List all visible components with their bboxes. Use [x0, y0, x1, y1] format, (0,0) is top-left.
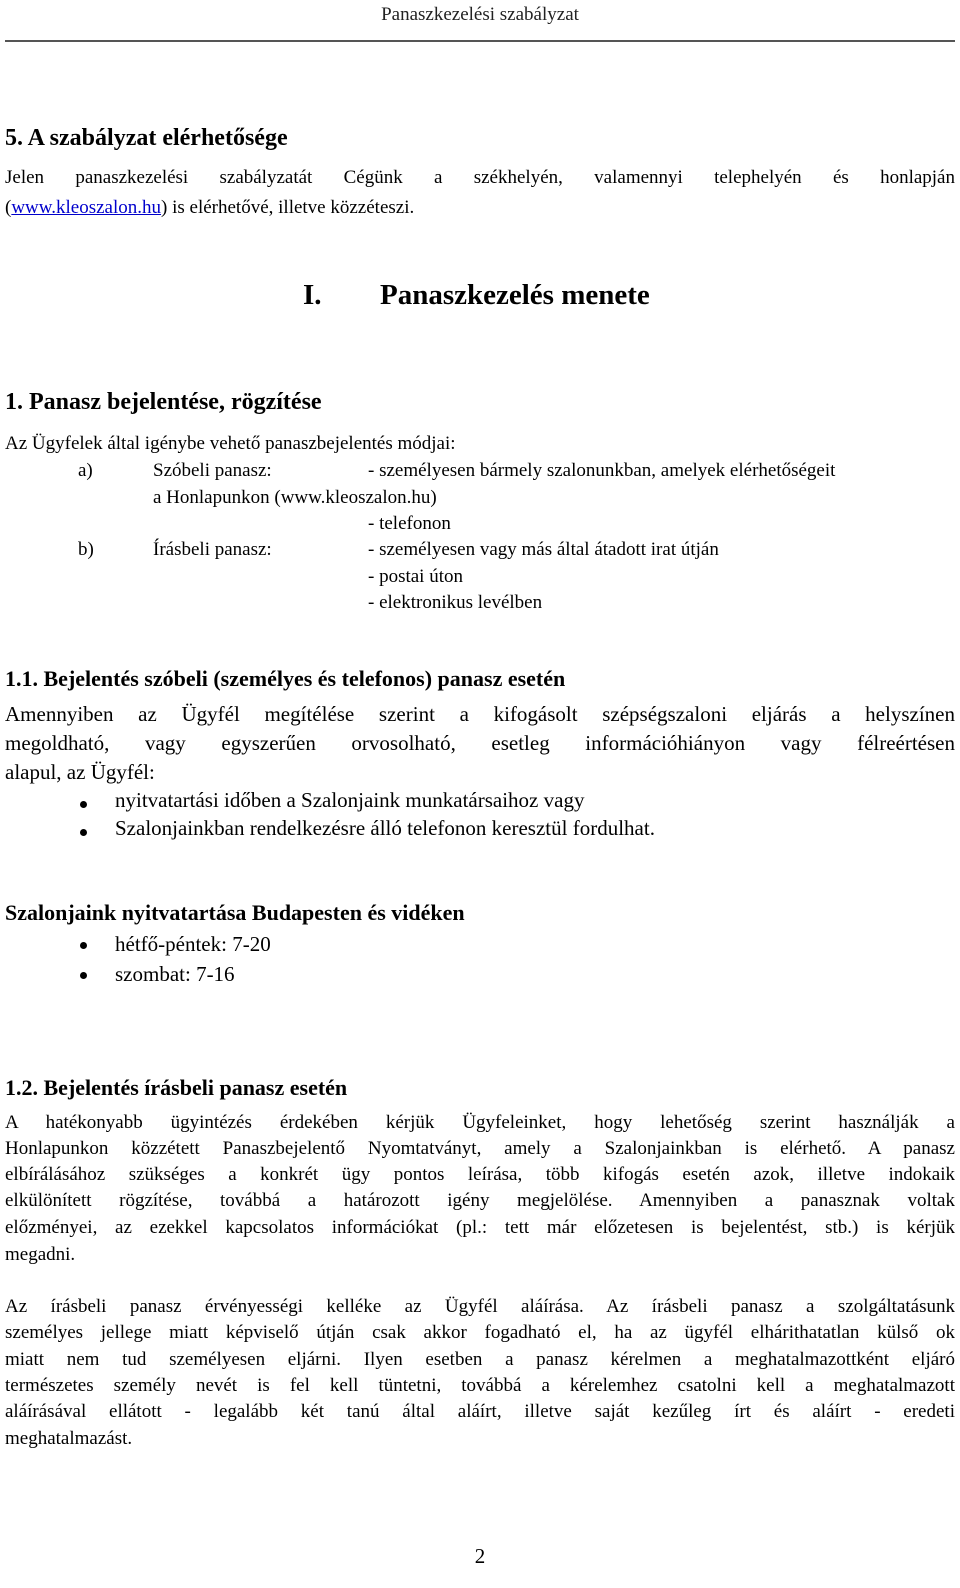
website-link[interactable]: www.kleoszalon.hu	[11, 197, 162, 218]
option-b-label: b)	[78, 539, 94, 560]
written-para-1-line-4: elkülönített rögzítése, továbbá a határozott igény megjelölése. Amennyiben a panasznak voltak	[5, 1190, 955, 1211]
contact-option-1: nyitvatartási időben a Szalonjaink munkatársaihoz vagy	[115, 788, 585, 812]
option-a-item-1-cont: a Honlapunkon (www.kleoszalon.hu)	[153, 487, 437, 508]
written-para-1-line-6: megadni.	[5, 1244, 76, 1265]
hours-weekday: hétfő-péntek: 7-20	[115, 932, 271, 956]
option-b-type: Írásbeli panasz:	[153, 539, 272, 560]
part-number: I.	[303, 279, 322, 311]
section-1-2-heading: 1.2. Bejelentés írásbeli panasz esetén	[5, 1075, 348, 1100]
written-para-2-line-4: természetes személy nevét is fel kell tüntetni, továbbá a kérelemhez csatolni kell a meghatalmazott	[5, 1375, 955, 1396]
option-b-item-2: - postai úton	[368, 566, 463, 587]
opening-hours-heading: Szalonjaink nyitvatartása Budapesten és vidéken	[5, 900, 465, 925]
running-header-title: Panaszkezelési szabályzat	[381, 4, 579, 25]
option-a-type: Szóbeli panasz:	[153, 460, 272, 481]
written-para-1-line-2: Honlapunkon közzétett Panaszbejelentő Nyomtatványt, amely a Szalonjainkban is elérhető. A panasz	[5, 1138, 955, 1159]
section-5-heading: 5. A szabályzat elérhetősége	[5, 125, 288, 151]
bullet-icon	[80, 972, 87, 979]
written-para-1-line-3: elbírálásához szükséges a konkrét ügy pontos leírása, több kifogás esetén azok, illetve indokaik	[5, 1164, 955, 1185]
section-1-1-heading: 1.1. Bejelentés szóbeli (személyes és telefonos) panasz esetén	[5, 666, 566, 691]
written-para-1-line-1: A hatékonyabb ügyintézés érdekében kérjük Ügyfeleinket, hogy lehetőség szerint használják a	[5, 1112, 955, 1133]
bullet-icon	[80, 829, 87, 836]
contact-option-2: Szalonjainkban rendelkezésre álló telefonon keresztül fordulhat.	[115, 816, 655, 840]
header-divider	[5, 40, 955, 42]
section-5-text-line-2	[5, 197, 414, 219]
hours-saturday: szombat: 7-16	[115, 962, 235, 986]
section-1-1-line-3: alapul, az Ügyfél:	[5, 760, 155, 784]
written-para-2-line-6: meghatalmazást.	[5, 1428, 133, 1449]
section-1-1-line-2: megoldható, vagy egyszerűen orvosolható, esetleg információhiányon vagy félreértésen	[5, 731, 955, 755]
page-number: 2	[474, 1544, 486, 1568]
option-a-label: a)	[78, 460, 93, 481]
written-para-2-line-3: miatt nem tud személyesen eljárni. Ilyen esetben a panasz kérelmen a meghatalmazottként eljáró	[5, 1349, 955, 1370]
part-title: Panaszkezelés menete	[380, 279, 650, 311]
option-a-item-1: - személyesen bármely szalonunkban, amelyek elérhetőségeit	[368, 460, 836, 481]
option-a-item-2: - telefonon	[368, 513, 451, 534]
section-1-1-line-1: Amennyiben az Ügyfél megítélése szerint a kifogásolt szépségszaloni eljárás a helyszínen	[5, 702, 955, 726]
option-b-item-3: - elektronikus levélben	[368, 592, 543, 613]
written-para-2-line-2: személyes jellege miatt képviselő útján csak akkor fogadható el, ha az ügyfél elhárithatatlan külső ok	[5, 1322, 955, 1343]
option-b-item-1: - személyesen vagy más által átadott irat útján	[368, 539, 719, 560]
paren-open: (	[5, 197, 12, 218]
written-para-1-line-5: előzményei, az ezekkel kapcsolatos információkat (pl.: tett már előzetesen is bejelentést, stb.) is kérjük	[5, 1217, 955, 1238]
bullet-icon	[80, 801, 87, 808]
section-5-text-rest: ) is elérhetővé, illetve közzéteszi.	[161, 197, 415, 218]
bullet-icon	[80, 942, 87, 949]
written-para-2-line-1: Az írásbeli panasz érvényességi kelléke az Ügyfél aláírása. Az írásbeli panasz a szolgáltatásunk	[5, 1296, 955, 1317]
written-para-2-line-5: aláírásával ellátott - legalább két tanú által aláírt, illetve saját kezűleg írt és aláírt - eredeti	[5, 1401, 955, 1422]
section-5-text-line-1: Jelen panaszkezelési szabályzatát Cégünk a székhelyén, valamennyi telephelyén és honlapján	[5, 167, 955, 188]
section-1-heading: 1. Panasz bejelentése, rögzítése	[5, 389, 322, 415]
section-1-intro: Az Ügyfelek által igénybe vehető panaszbejelentés módjai:	[5, 433, 456, 454]
